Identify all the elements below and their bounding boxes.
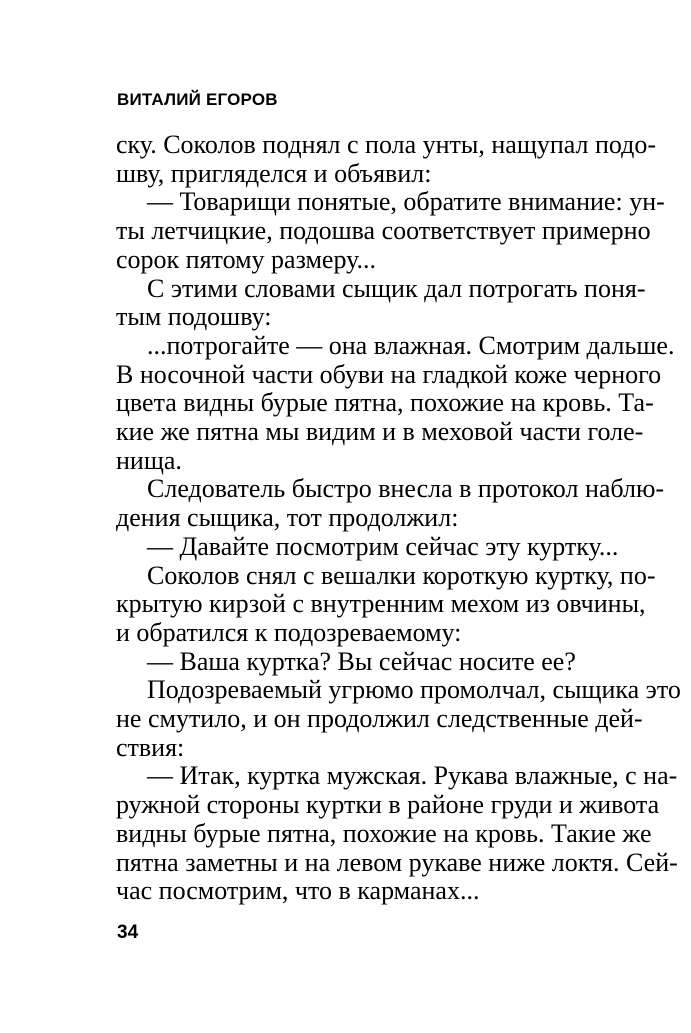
- text-line: не смутило, и он продолжил следственные дей-: [116, 704, 643, 734]
- text-line: нища.: [116, 445, 182, 475]
- text-line: дения сыщика, тот продолжил:: [116, 503, 459, 533]
- text-line: пятна заметны и на левом рукаве ниже локтя. Сей-: [116, 847, 678, 877]
- text-line: — Давайте посмотрим сейчас эту куртку...: [147, 531, 619, 561]
- running-head: ВИТАЛИЙ ЕГОРОВ: [117, 90, 278, 109]
- text-line: Подозреваемый угрюмо промолчал, сыщика это: [147, 675, 681, 705]
- text-line: — Ваша куртка? Вы сейчас носите ее?: [147, 646, 576, 676]
- text-line: тым подошву:: [116, 302, 272, 332]
- body-text: [116, 130, 681, 906]
- text-line: ...потрогайте — она влажная. Смотрим дальше.: [147, 330, 675, 360]
- text-line: кие же пятна мы видим и в меховой части голе-: [116, 417, 644, 447]
- text-line: Следователь быстро внесла в протокол наблю-: [147, 474, 665, 504]
- text-line: крытую кирзой с внутренним мехом из овчины,: [116, 589, 646, 619]
- text-line: час посмотрим, что в карманах...: [116, 876, 480, 906]
- text-line: сорок пятому размеру...: [116, 244, 377, 274]
- text-line: ты летчицкие, подошва соответствует примерно: [116, 216, 651, 246]
- text-line: Соколов снял с вешалки короткую куртку, по-: [147, 560, 656, 590]
- text-line: ску. Соколов поднял с пола унты, нащупал подо-: [116, 130, 657, 159]
- text-line: ствия:: [116, 732, 185, 762]
- text-line: В носочной части обуви на гладкой коже черного: [116, 359, 662, 389]
- text-line: С этими словами сыщик дал потрогать поня-: [147, 273, 646, 303]
- text-line: шву, пригляделся и объявил:: [116, 158, 432, 188]
- text-line: и обратился к подозреваемому:: [116, 617, 462, 647]
- text-line: цвета видны бурые пятна, похожие на кровь. Та-: [116, 388, 654, 418]
- text-line: — Итак, куртка мужская. Рукава влажные, с на-: [147, 761, 678, 791]
- text-line: — Товарищи понятые, обратите внимание: ун-: [147, 187, 665, 217]
- text-line: ружной стороны куртки в районе груди и живота: [116, 790, 660, 820]
- text-line: видны бурые пятна, похожие на кровь. Такие же: [116, 818, 652, 848]
- page-number: 34: [117, 922, 139, 943]
